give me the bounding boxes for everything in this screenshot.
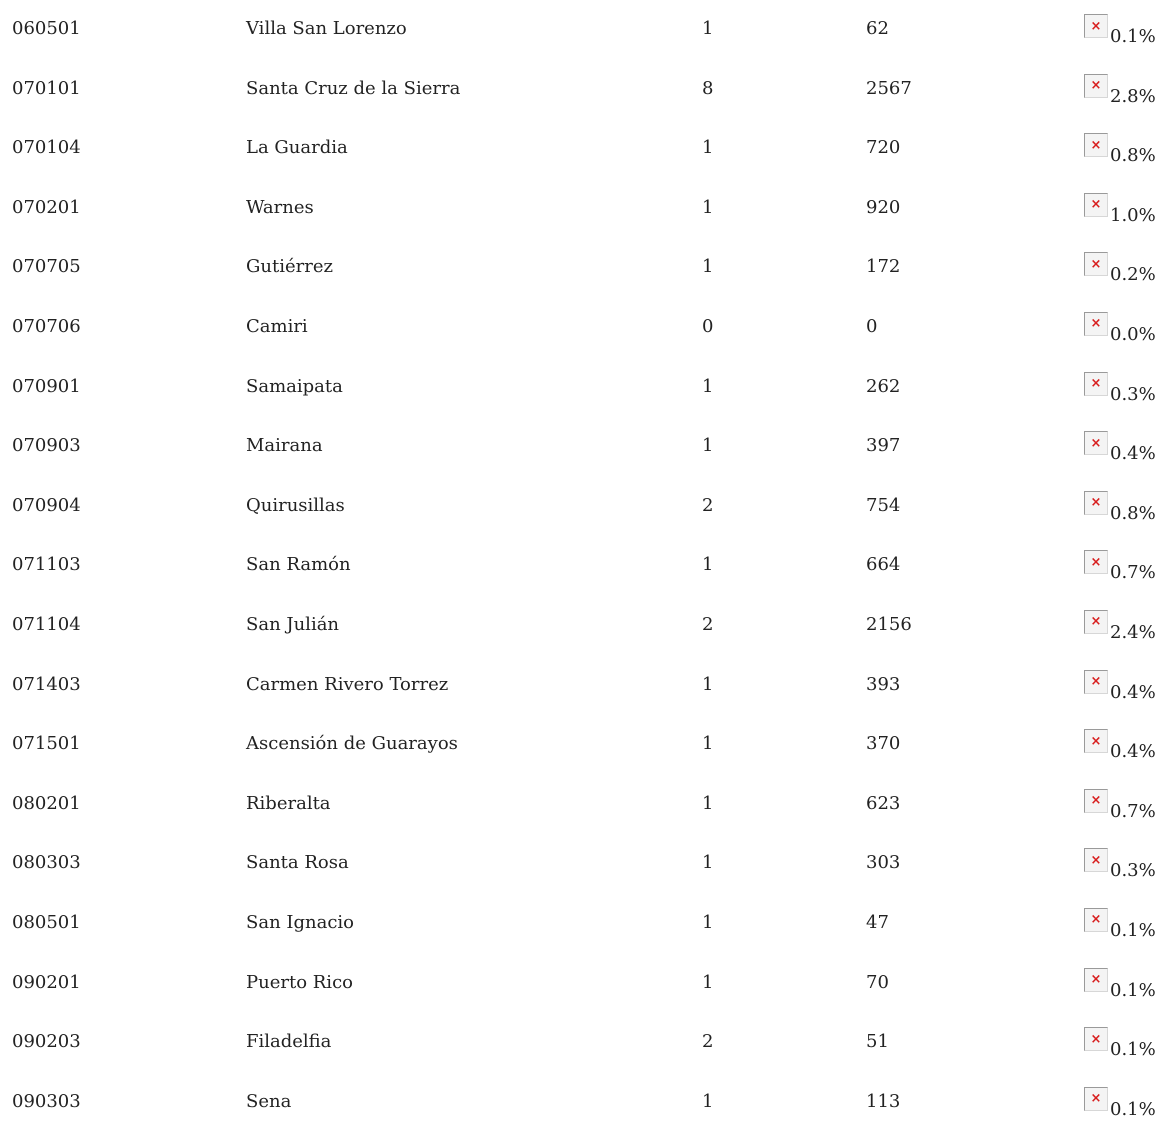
table-row [0, 715, 1175, 775]
count-value: 1 [702, 256, 714, 278]
municipality-code: 090201 [12, 971, 81, 993]
broken-image-x-icon: × [1090, 495, 1102, 511]
percentage-cell [1084, 133, 1156, 167]
table-row [0, 954, 1175, 1014]
count-value: 1 [702, 971, 714, 993]
municipality-code: 070705 [12, 256, 81, 278]
municipality-name: Santa Rosa [246, 852, 349, 874]
percentage-value: 0.2% [1110, 264, 1156, 286]
percentage-value: 0.7% [1110, 562, 1156, 584]
percentage-cell [1084, 1027, 1156, 1061]
percentage-cell [1084, 372, 1156, 406]
municipality-code: 070903 [12, 435, 81, 457]
percentage-value: 0.1% [1110, 1098, 1156, 1120]
broken-image-x-icon: × [1090, 1091, 1102, 1107]
percentage-cell [1084, 610, 1156, 644]
broken-image-icon [1084, 312, 1108, 336]
percentage-value: 1.0% [1110, 204, 1156, 226]
municipality-code: 090303 [12, 1090, 81, 1112]
broken-image-x-icon: × [1090, 793, 1102, 809]
broken-image-icon [1084, 968, 1108, 992]
percentage-value: 0.0% [1110, 323, 1156, 345]
percentage-cell [1084, 252, 1156, 286]
votes-value: 62 [866, 18, 889, 39]
broken-image-x-icon: × [1090, 376, 1102, 392]
percentage-cell [1084, 968, 1156, 1002]
count-value: 1 [702, 792, 714, 814]
percentage-value: 0.4% [1110, 443, 1156, 465]
votes-value: 397 [866, 435, 901, 457]
table-row [0, 656, 1175, 716]
table-row [0, 1073, 1175, 1132]
table-row [0, 894, 1175, 954]
municipality-code: 080303 [12, 852, 81, 874]
municipality-name: Villa San Lorenzo [246, 18, 407, 39]
broken-image-icon [1084, 252, 1108, 276]
count-value: 1 [702, 554, 714, 576]
municipality-name: Riberalta [246, 792, 331, 814]
broken-image-x-icon: × [1090, 316, 1102, 332]
count-value: 2 [702, 494, 714, 516]
count-value: 1 [702, 137, 714, 159]
votes-value: 303 [866, 852, 901, 874]
broken-image-icon [1084, 133, 1108, 157]
municipality-name: Sena [246, 1090, 292, 1112]
broken-image-x-icon: × [1090, 912, 1102, 928]
broken-image-icon [1084, 550, 1108, 574]
municipality-code: 070201 [12, 196, 81, 218]
broken-image-x-icon: × [1090, 852, 1102, 868]
percentage-value: 0.8% [1110, 502, 1156, 524]
broken-image-x-icon: × [1090, 256, 1102, 272]
percentage-value: 0.4% [1110, 681, 1156, 703]
table-row [0, 60, 1175, 120]
broken-image-x-icon: × [1090, 674, 1102, 690]
municipality-code: 071501 [12, 733, 81, 755]
percentage-value: 0.1% [1110, 919, 1156, 941]
municipality-code: 071403 [12, 673, 81, 695]
percentage-value: 2.4% [1110, 621, 1156, 643]
table-row [0, 0, 1175, 60]
percentage-value: 0.1% [1110, 979, 1156, 1001]
table-row [0, 358, 1175, 418]
count-value: 1 [702, 911, 714, 933]
municipality-name: Puerto Rico [246, 971, 353, 993]
count-value: 1 [702, 733, 714, 755]
votes-value: 0 [866, 315, 878, 337]
broken-image-x-icon: × [1090, 972, 1102, 987]
count-value: 0 [702, 315, 714, 337]
votes-value: 47 [866, 911, 889, 933]
votes-value: 51 [866, 1031, 889, 1053]
municipality-code: 070706 [12, 315, 81, 337]
percentage-cell [1084, 789, 1156, 823]
percentage-value: 0.1% [1110, 26, 1156, 47]
broken-image-icon [1084, 1087, 1108, 1111]
table-row [0, 1013, 1175, 1073]
municipality-name: Quirusillas [246, 494, 345, 516]
count-value: 1 [702, 196, 714, 218]
municipality-name: Ascensión de Guarayos [246, 733, 458, 755]
broken-image-x-icon: × [1090, 733, 1102, 749]
municipality-code: 070904 [12, 494, 81, 516]
municipality-code: 060501 [12, 18, 81, 39]
broken-image-icon [1084, 729, 1108, 753]
votes-value: 664 [866, 554, 901, 576]
municipality-name: San Ignacio [246, 911, 355, 933]
count-value: 1 [702, 1090, 714, 1112]
broken-image-icon [1084, 789, 1108, 813]
broken-image-x-icon: × [1090, 1031, 1102, 1047]
municipality-name: San Julián [246, 613, 340, 635]
percentage-cell [1084, 1087, 1156, 1121]
table-row [0, 238, 1175, 298]
municipality-name: San Ramón [246, 554, 351, 576]
municipality-name: Filadelfia [246, 1031, 332, 1053]
table-row [0, 834, 1175, 894]
municipality-code: 080501 [12, 911, 81, 933]
municipality-code: 071103 [12, 554, 81, 576]
municipality-code: 070901 [12, 375, 81, 397]
broken-image-icon [1084, 908, 1108, 932]
table-row [0, 477, 1175, 537]
percentage-cell [1084, 431, 1156, 465]
broken-image-x-icon: × [1090, 197, 1102, 213]
municipality-code: 070101 [12, 77, 81, 99]
municipality-name: Gutiérrez [246, 256, 333, 278]
votes-value: 920 [866, 196, 901, 218]
municipality-name: Carmen Rivero Torrez [246, 673, 449, 695]
broken-image-x-icon: × [1090, 614, 1102, 630]
percentage-value: 0.3% [1110, 860, 1156, 882]
votes-value: 720 [866, 137, 901, 159]
percentage-cell [1084, 729, 1156, 763]
count-value: 2 [702, 1031, 714, 1053]
table-row [0, 298, 1175, 358]
percentage-cell [1084, 193, 1156, 227]
broken-image-icon [1084, 491, 1108, 515]
votes-value: 2567 [866, 77, 912, 99]
table-row [0, 119, 1175, 179]
table-row [0, 417, 1175, 477]
count-value: 1 [702, 673, 714, 695]
count-value: 1 [702, 18, 714, 39]
broken-image-icon [1084, 610, 1108, 634]
count-value: 1 [702, 852, 714, 874]
table-row [0, 596, 1175, 656]
percentage-value: 0.1% [1110, 1039, 1156, 1061]
table-row [0, 775, 1175, 835]
municipality-name: Mairana [246, 435, 323, 457]
table-row [0, 536, 1175, 596]
percentage-cell [1084, 491, 1156, 525]
votes-value: 70 [866, 971, 889, 993]
municipality-name: Camiri [246, 315, 308, 337]
votes-value: 113 [866, 1090, 901, 1112]
broken-image-x-icon: × [1090, 554, 1102, 570]
percentage-cell [1084, 848, 1156, 882]
percentage-value: 0.3% [1110, 383, 1156, 405]
percentage-cell [1084, 14, 1156, 48]
broken-image-icon [1084, 372, 1108, 396]
percentage-cell [1084, 670, 1156, 704]
percentage-cell [1084, 550, 1156, 584]
table-row [0, 179, 1175, 239]
broken-image-icon [1084, 74, 1108, 98]
votes-value: 393 [866, 673, 901, 695]
broken-image-icon [1084, 431, 1108, 455]
municipality-code: 080201 [12, 792, 81, 814]
municipality-code: 090203 [12, 1031, 81, 1053]
count-value: 1 [702, 375, 714, 397]
broken-image-x-icon: × [1090, 78, 1102, 94]
municipality-code: 071104 [12, 613, 81, 635]
votes-value: 623 [866, 792, 901, 814]
municipality-code: 070104 [12, 137, 81, 159]
percentage-value: 2.8% [1110, 85, 1156, 107]
votes-value: 754 [866, 494, 901, 516]
broken-image-icon [1084, 14, 1108, 38]
broken-image-icon [1084, 193, 1108, 217]
votes-value: 262 [866, 375, 901, 397]
votes-value: 172 [866, 256, 901, 278]
municipality-name: Samaipata [246, 375, 343, 397]
count-value: 8 [702, 77, 714, 99]
broken-image-icon [1084, 1027, 1108, 1051]
percentage-cell [1084, 908, 1156, 942]
votes-value: 2156 [866, 613, 912, 635]
percentage-cell [1084, 312, 1156, 346]
percentage-value: 0.8% [1110, 145, 1156, 167]
percentage-value: 0.4% [1110, 741, 1156, 763]
broken-image-x-icon: × [1090, 137, 1102, 153]
broken-image-icon [1084, 670, 1108, 694]
broken-image-icon [1084, 848, 1108, 872]
municipality-name: Santa Cruz de la Sierra [246, 77, 461, 99]
votes-value: 370 [866, 733, 901, 755]
count-value: 2 [702, 613, 714, 635]
municipality-name: Warnes [246, 196, 314, 218]
percentage-cell [1084, 74, 1156, 108]
broken-image-x-icon: × [1090, 435, 1102, 451]
percentage-value: 0.7% [1110, 800, 1156, 822]
municipality-name: La Guardia [246, 137, 348, 159]
count-value: 1 [702, 435, 714, 457]
broken-image-x-icon: × [1090, 18, 1102, 34]
